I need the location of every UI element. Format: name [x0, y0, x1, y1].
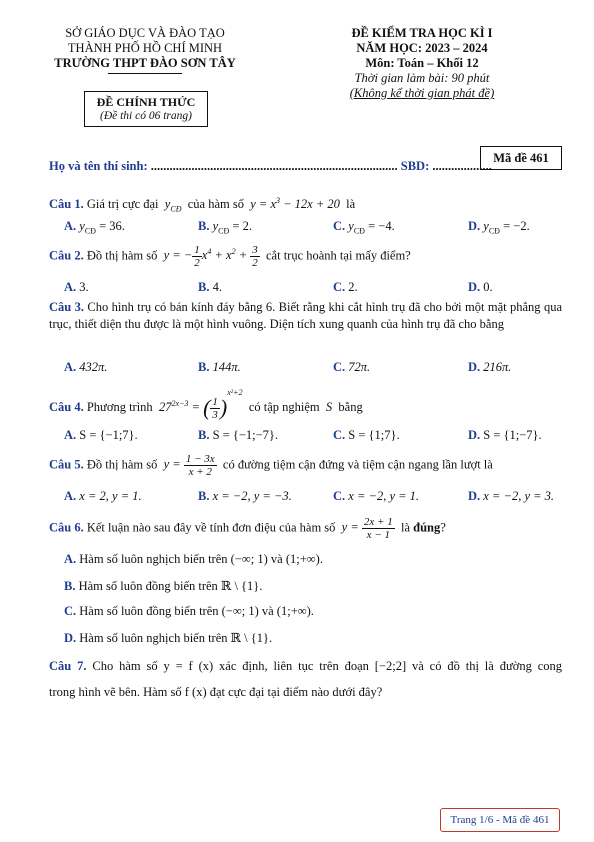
- q6-text: Kết luận nào sau đây về tính đơn điệu của hàm số: [86, 520, 336, 535]
- school-name: TRƯỜNG THPT ĐÀO SƠN TÂY: [54, 56, 236, 70]
- q1-option-a[interactable]: A. $y_{CĐ} = 36$.: [64, 219, 125, 236]
- q1-ycd: $y_{CĐ}$: [161, 197, 182, 214]
- q6-label: Câu 6.: [49, 520, 84, 535]
- student-line: [49, 159, 492, 174]
- q1-text: Giá trị cực đại: [86, 197, 159, 212]
- q1-function: $y = x^3 - 12x + 20$: [247, 196, 344, 212]
- q1-option-d[interactable]: D. $y_{CĐ} = -2$.: [468, 219, 530, 236]
- q1-text-c: là: [346, 197, 356, 212]
- time-note: (Không kể thời gian phát đề): [349, 86, 495, 100]
- question-7: [49, 653, 562, 705]
- q4-text: Phương trình: [86, 400, 153, 414]
- q4-option-c[interactable]: C. S = {1;7}.: [333, 428, 400, 442]
- q6-text-bold: đúng: [413, 520, 441, 535]
- q6-option-a[interactable]: A. Hàm số luôn nghịch biến trên (−∞; 1) và (1;+∞).: [64, 552, 323, 566]
- q2-option-c[interactable]: C. 2.: [333, 280, 358, 294]
- q3-option-a[interactable]: A. 432π.: [64, 360, 108, 374]
- header-left-underline: [108, 73, 182, 74]
- q1-text-b: của hàm số: [187, 197, 244, 212]
- official-box: [84, 91, 208, 127]
- q3-text: Cho hình trụ có bán kính đáy bằng 6. Biết rằng khi cắt hình trụ đã cho bởi một mặt phẳng qua trục, thiết diện thu được là một hình vuông. Diện tích xung quanh của hình trụ đã cho bằng: [49, 300, 562, 331]
- q4-text-b: có tập nghiệm: [248, 400, 320, 414]
- q3-label: Câu 3.: [49, 300, 84, 314]
- question-5: [49, 453, 493, 478]
- q2-label: Câu 2.: [49, 248, 84, 263]
- subject: Môn: Toán – Khối 12: [365, 56, 479, 70]
- q5-option-c[interactable]: C. x = −2, y = 1.: [333, 489, 420, 503]
- q5-text-b: có đường tiệm cận đứng và tiệm cận ngang lần lượt là: [222, 457, 493, 472]
- sbd-label: SBD:: [400, 159, 430, 173]
- sbd-dots: ...................: [432, 159, 492, 173]
- q2-text-b: cắt trục hoành tại mấy điểm?: [266, 248, 411, 263]
- q4-option-b[interactable]: B. S = {−1;−7}.: [198, 428, 279, 442]
- city-name: THÀNH PHỐ HỒ CHÍ MINH: [67, 41, 223, 55]
- q4-option-a[interactable]: A. S = {−1;7}.: [64, 428, 138, 442]
- q3-option-d[interactable]: D. 216π.: [468, 360, 512, 374]
- q5-option-a[interactable]: A. x = 2, y = 1.: [64, 489, 142, 503]
- header-left: [40, 26, 250, 71]
- q6-option-c[interactable]: C. Hàm số luôn đồng biến trên (−∞; 1) và (1;+∞).: [64, 604, 314, 618]
- exam-title: ĐỀ KIỂM TRA HỌC KÌ I: [351, 26, 493, 40]
- time-limit: Thời gian làm bài: 90 phút: [354, 71, 490, 85]
- q4-label: Câu 4.: [49, 400, 84, 414]
- q6-option-d[interactable]: D. Hàm số luôn nghịch biến trên ℝ \ {1}.: [64, 631, 273, 645]
- q1-option-b[interactable]: B. $y_{CĐ} = 2$.: [198, 219, 252, 236]
- q5-option-d[interactable]: D. x = −2, y = 3.: [468, 489, 555, 503]
- q5-function: y = $\frac{1 - 3x}{x + 2}$: [160, 453, 215, 478]
- q2-option-d[interactable]: D. 0.: [468, 280, 493, 294]
- q2-function: y = − $\frac{1}{2}$ $x^4 + x^2$ + $\frac{3}{2}$: [160, 244, 258, 269]
- q5-text: Đồ thị hàm số: [86, 457, 158, 472]
- school-year: NĂM HỌC: 2023 – 2024: [356, 41, 488, 55]
- q4-text-c: bằng: [338, 400, 363, 414]
- question-6: Câu 6. Kết luận nào sau đây về tính đơn điệu của hàm số y = $\frac{2x + 1}{x - 1}$ là đúng?: [49, 516, 446, 541]
- q7-text-1: Cho hàm số y = f (x) xác định, liên tục trên đoạn [−2;2] và có đồ thị là đường cong: [92, 659, 563, 673]
- name-label: Họ và tên thí sinh:: [49, 159, 148, 173]
- page-footer: Trang 1/6 - Mã đề 461: [440, 808, 560, 832]
- question-2: [49, 244, 411, 269]
- exam-code-box: Mã đề 461: [480, 146, 562, 170]
- q2-option-a[interactable]: A. 3.: [64, 280, 89, 294]
- header-right: [322, 26, 522, 101]
- dept-name: SỞ GIÁO DỤC VÀ ĐÀO TẠO: [65, 26, 225, 40]
- q3-option-c[interactable]: C. 72π.: [333, 360, 371, 374]
- question-3: [49, 299, 562, 333]
- q2-option-b[interactable]: B. 4.: [198, 280, 222, 294]
- official-sub: (Đề thi có 06 trang): [100, 110, 192, 122]
- q7-text-2: trong hình vẽ bên. Hàm số f (x) đạt cực đại tại điểm nào dưới đây?: [49, 685, 383, 699]
- q6-option-b[interactable]: B. Hàm số luôn đồng biến trên ℝ \ {1}.: [64, 579, 263, 593]
- q3-option-b[interactable]: B. 144π.: [198, 360, 241, 374]
- q1-label: Câu 1.: [49, 197, 84, 212]
- question-4: Câu 4. Phương trình $27^{2x-3}$ = ( $\frac{1}{3}$ )$^{x^2+2}$ có tập nghiệm S bằng: [49, 388, 363, 421]
- q7-label: Câu 7.: [49, 659, 87, 673]
- q5-label: Câu 5.: [49, 457, 84, 472]
- q2-text: Đồ thị hàm số: [86, 248, 158, 263]
- name-dots: ...............................................................................: [150, 159, 398, 173]
- q6-function: y = $\frac{2x + 1}{x - 1}$: [338, 516, 393, 541]
- q4-equation: $27^{2x-3}$ = ( $\frac{1}{3}$ )$^{x^2+2}$: [155, 388, 243, 421]
- q4-option-d[interactable]: D. S = {1;−7}.: [468, 428, 542, 442]
- q6-text-b: là: [400, 520, 410, 535]
- q5-option-b[interactable]: B. x = −2, y = −3.: [198, 489, 292, 503]
- q1-option-c[interactable]: C. $y_{CĐ} = -4$.: [333, 219, 395, 236]
- question-1: [49, 193, 355, 218]
- official-title: ĐỀ CHÍNH THỨC: [96, 95, 196, 109]
